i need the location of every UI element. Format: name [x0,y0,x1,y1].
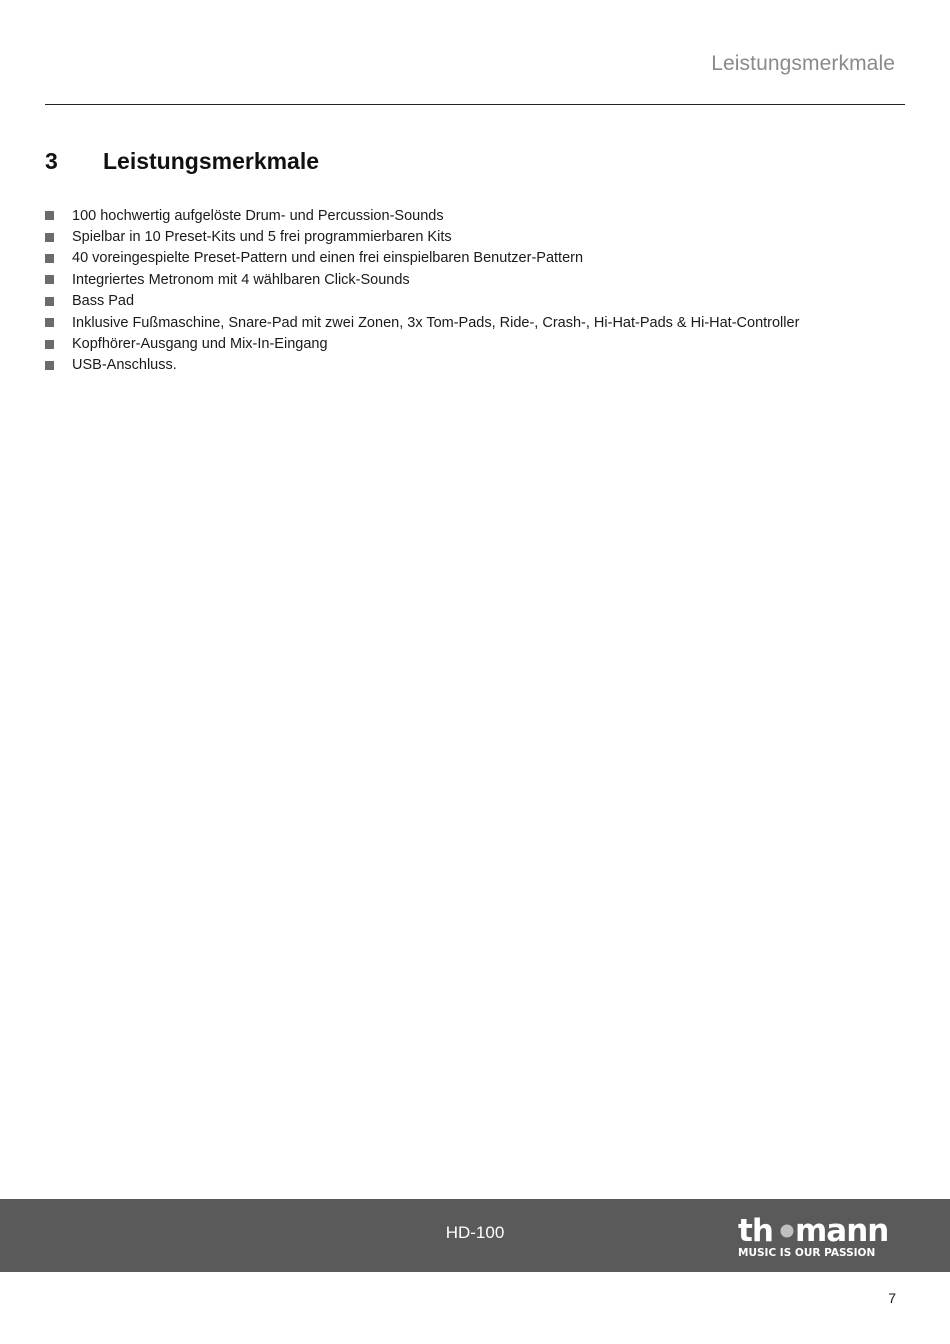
svg-text:mann: mann [795,1213,889,1249]
list-item-text: Bass Pad [72,293,135,310]
list-item [45,269,799,290]
feature-list [45,205,799,376]
list-item-text: Spielbar in 10 Preset-Kits und 5 frei programmierbaren Kits [72,229,452,246]
square-bullet-icon [45,318,54,327]
list-item [45,291,799,312]
square-bullet-icon [45,254,54,263]
header-rule [45,104,905,105]
list-item-text: USB-Anschluss. [72,357,177,374]
square-bullet-icon [45,297,54,306]
square-bullet-icon [45,211,54,220]
list-item [45,226,799,247]
list-item-text: Integriertes Metronom mit 4 wählbaren Click-Sounds [72,271,410,288]
list-item-text: Inklusive Fußmaschine, Snare-Pad mit zwei Zonen, 3x Tom-Pads, Ride-, Crash-, Hi-Hat-Pads & Hi-Hat-Controller [72,314,800,331]
model-name: HD-100 [445,1223,505,1242]
svg-text:th: th [738,1213,773,1249]
square-bullet-icon [45,340,54,349]
square-bullet-icon [45,361,54,370]
logo-tagline: MUSIC IS OUR PASSION [738,1247,876,1259]
list-item [45,205,799,226]
list-item-text: 40 voreingespielte Preset-Pattern und einen frei einspielbaren Benutzer-Pattern [72,250,584,267]
list-item [45,248,799,269]
running-header: Leistungsmerkmale [711,52,895,75]
thomann-logo [736,1211,896,1261]
list-item [45,355,799,376]
list-item-text: Kopfhörer-Ausgang und Mix-In-Eingang [72,336,328,353]
list-item [45,312,799,333]
list-item [45,333,799,354]
list-item-text: 100 hochwertig aufgelöste Drum- und Percussion-Sounds [72,207,444,224]
square-bullet-icon [45,275,54,284]
footer-bar [0,1199,950,1272]
section-title: Leistungsmerkmale [103,148,320,174]
thomann-logo-icon [736,1211,896,1261]
square-bullet-icon [45,233,54,242]
section-number: 3 [45,148,58,174]
page-number: 7 [888,1290,896,1306]
section-heading [45,148,319,175]
